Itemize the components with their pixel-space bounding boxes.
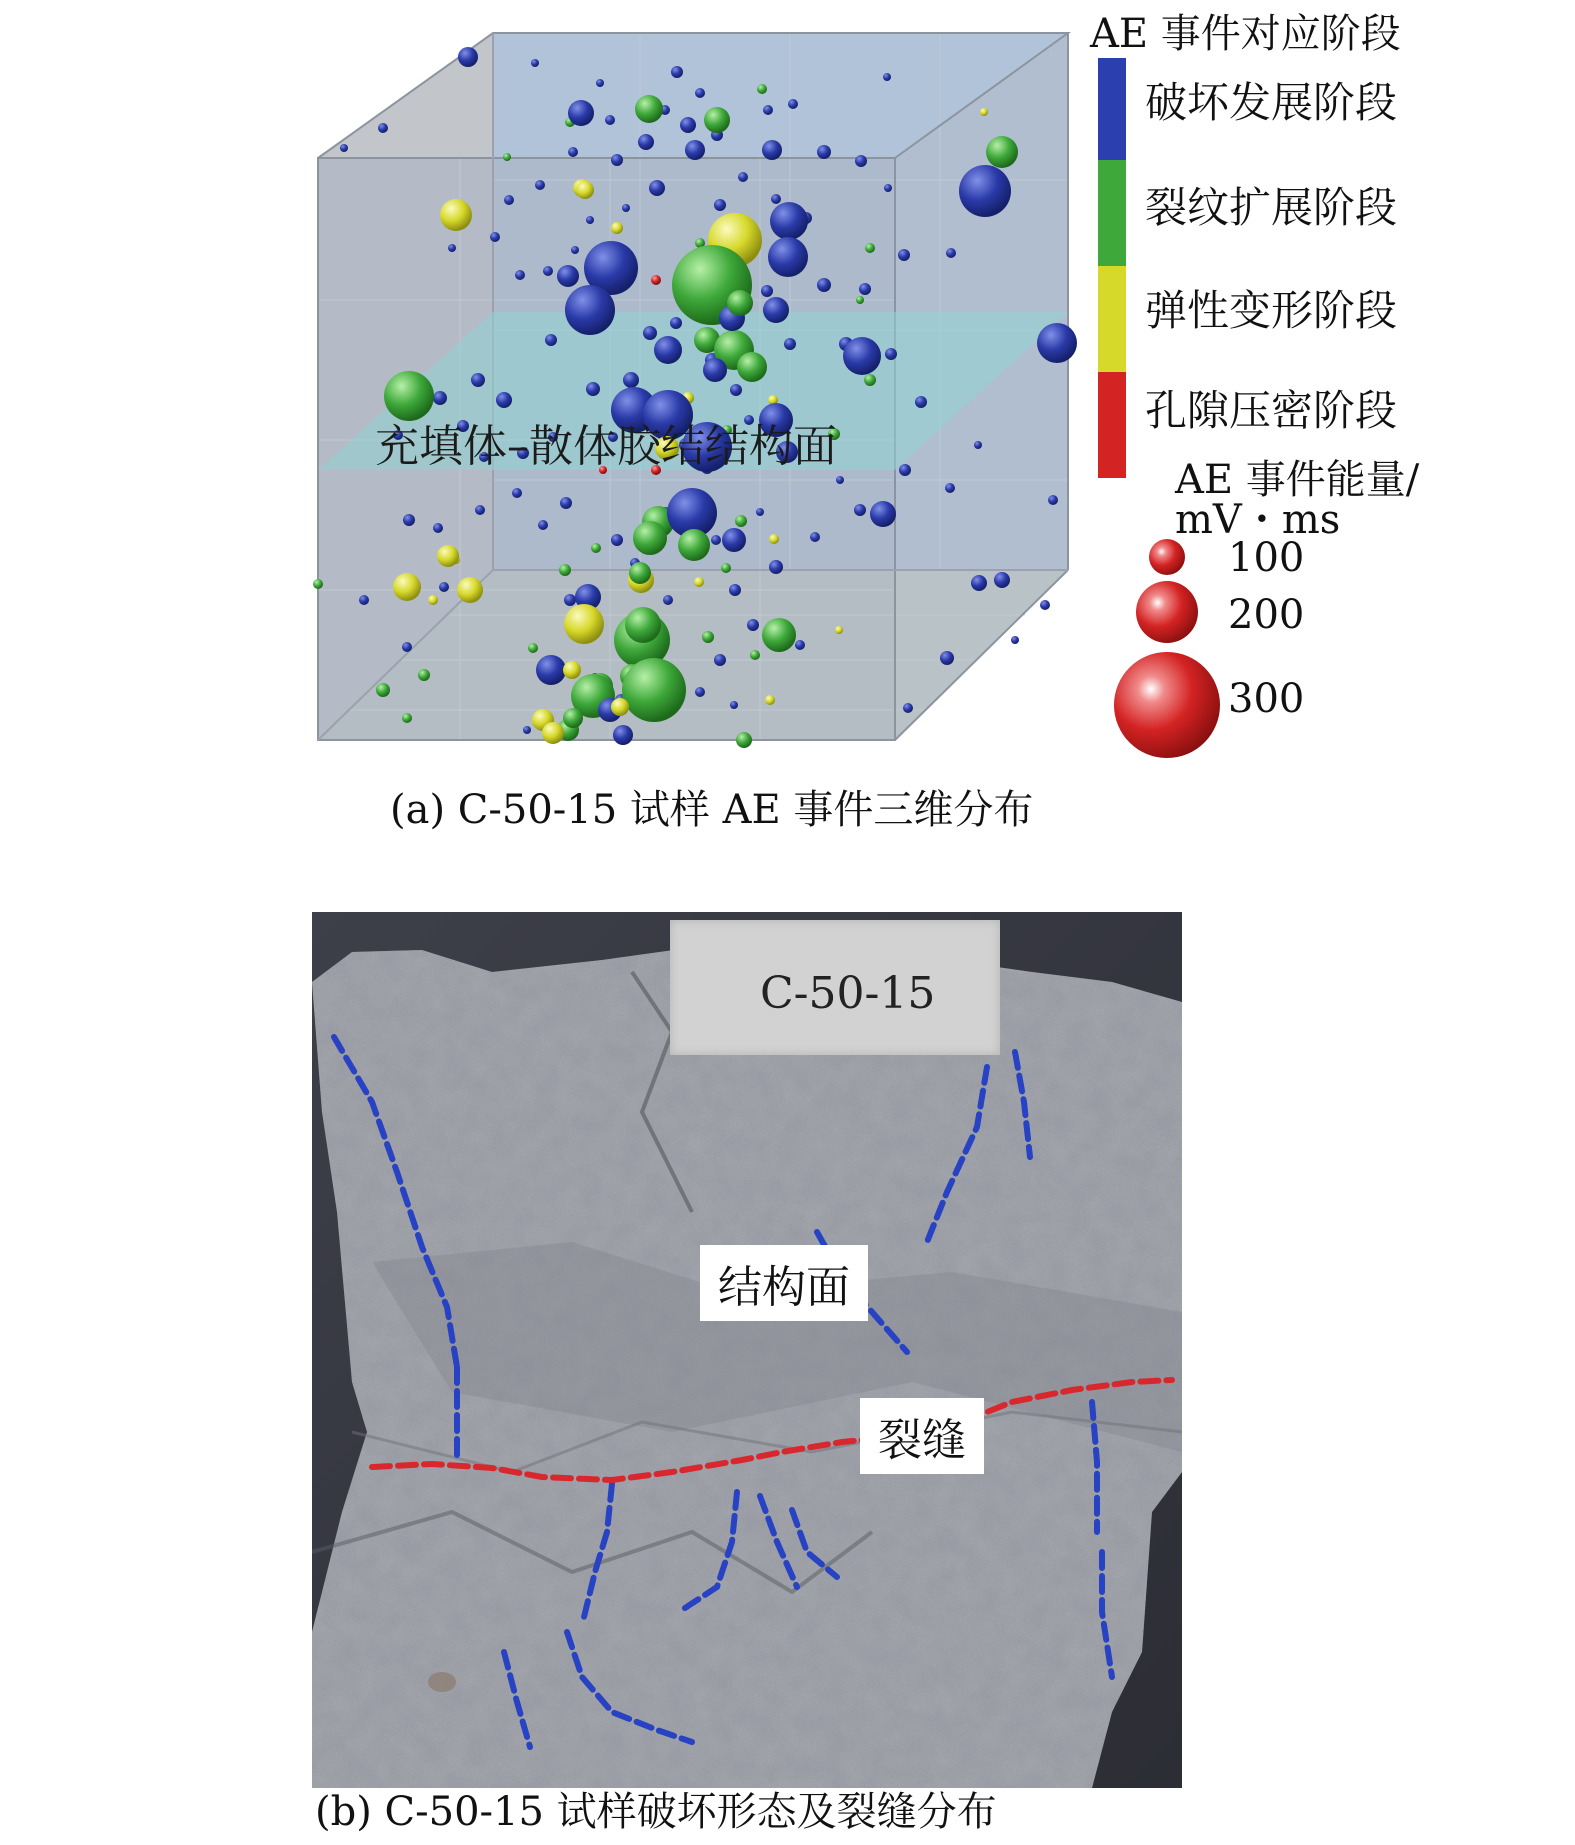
crack-label: 裂缝 <box>860 1398 984 1474</box>
panel-b <box>0 900 1575 1845</box>
energy-label-200: 200 <box>1228 592 1305 638</box>
colorbar-segment-red <box>1098 372 1126 478</box>
bonding-plane-label: 充填体–散体胶结结构面 <box>375 421 837 472</box>
structural-plane-label: 结构面 <box>700 1245 868 1321</box>
specimen-id-label: C-50-15 <box>760 968 936 1019</box>
stage-colorbar <box>1098 58 1126 478</box>
energy-bubble-200 <box>1136 581 1198 643</box>
panel-a <box>0 0 1575 833</box>
colorbar-segment-green <box>1098 160 1126 266</box>
stage-label-crack-growth: 裂纹扩展阶段 <box>1145 183 1398 232</box>
energy-bubble-100 <box>1149 539 1185 575</box>
panel-b-caption: (b) C-50-15 试样破坏形态及裂缝分布 <box>315 1789 997 1835</box>
ae-3d-scatter <box>300 25 1100 755</box>
stage-label-compaction: 孔隙压密阶段 <box>1145 386 1398 435</box>
energy-legend-unit: mV・ms <box>1175 497 1341 543</box>
energy-label-100: 100 <box>1228 535 1305 581</box>
colorbar-segment-blue <box>1098 58 1126 160</box>
stage-label-elastic: 弹性变形阶段 <box>1145 286 1398 335</box>
energy-legend-title: AE 事件能量/ <box>1175 457 1420 503</box>
stage-label-failure: 破坏发展阶段 <box>1145 78 1398 127</box>
energy-bubble-300 <box>1114 652 1220 758</box>
energy-label-300: 300 <box>1228 676 1305 722</box>
panel-a-caption: (a) C-50-15 试样 AE 事件三维分布 <box>390 787 1034 833</box>
energy-size-legend <box>1100 530 1220 760</box>
stage-legend-title: AE 事件对应阶段 <box>1090 11 1401 57</box>
colorbar-segment-yellow <box>1098 266 1126 372</box>
